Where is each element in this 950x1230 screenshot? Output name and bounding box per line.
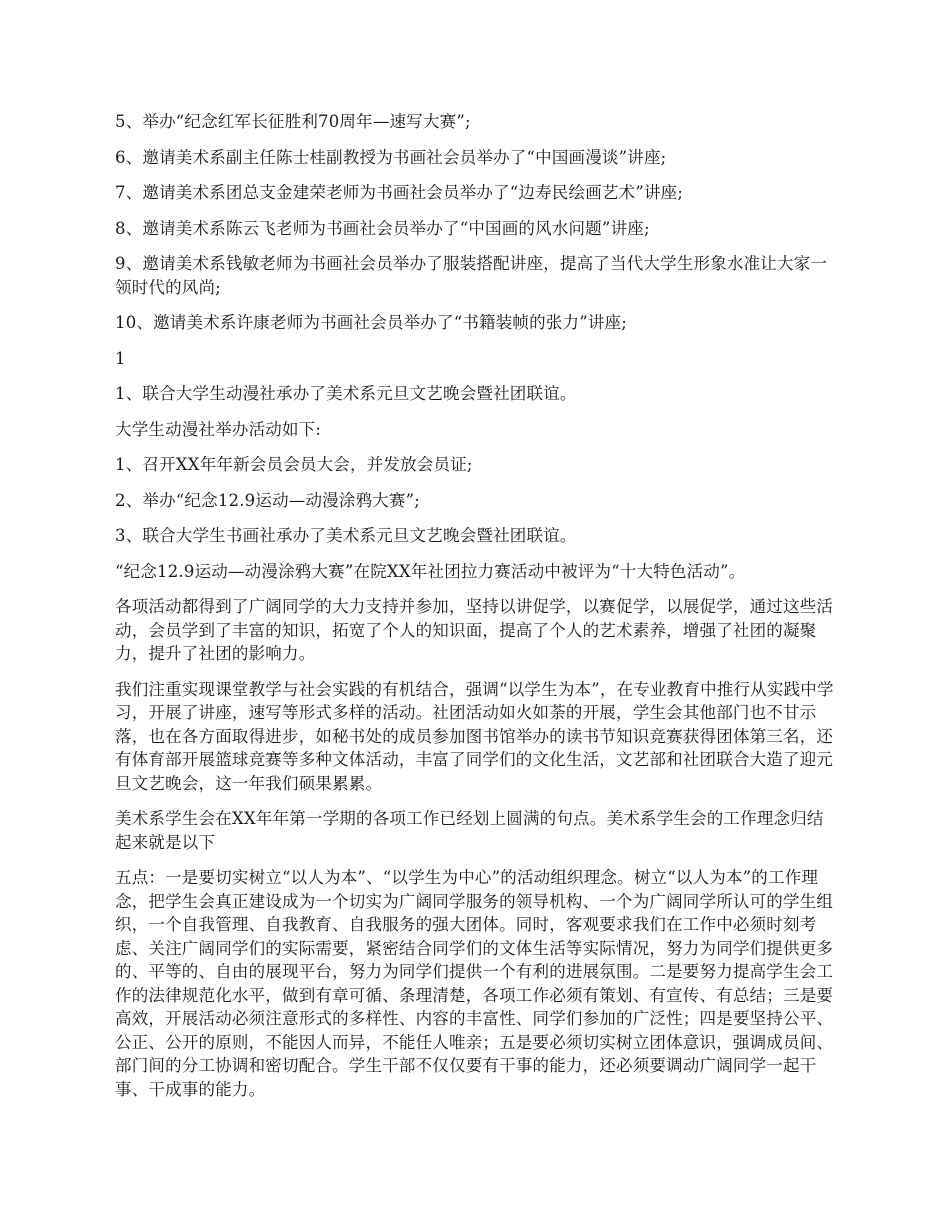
paragraph-7: 1 — [115, 348, 126, 368]
paragraph-16: 美术系学生会在XX年年第一学期的各项工作已经划上圆满的句点。美术系学生会的工作理念归结起来就是以下 — [115, 809, 824, 852]
paragraph-3: 7、邀请美术系团总支金建荣老师为书画社会员举办了“边寿民绘画艺术”讲座; — [115, 183, 684, 202]
document-body — [115, 110, 840, 1113]
paragraph-9: 大学生动漫社举办活动如下: — [115, 419, 322, 439]
paragraph-17: 五点：一是要切实树立“以人为本”、“以学生为中心”的活动组织理念。树立“以人为本”的工作理念，把学生会真正建设成为一个切实为广阔同学服务的领导机构、一个为广阔同学所认可的学生组织，一个自我管理、自我教育、自我服务的强大团体。同时，客观要求我们在工作中必须时刻考虑、关注广阔同学们的实际需要，紧密结合同学们的文体生活等实际情况，努力为同学们提供更多的、平等的、自由的展现平台，努力为同学们提供一个有利的进展氛围。二是要努力提高学生会工作的法律规范化水平，做到有章可循、条理清楚，各项工作必须有策划、有宣传、有总结；三是要高效，开展活动必须注意形式的多样性、内容的丰富性、同学们参加的广泛性；四是要坚持公平、公正、公开的原则，不能因人而异，不能任人唯亲；五是要必须切实树立团体意识，强调成员间、部门间的分工协调和密切配合。学生干部不仅仅要有干事的能力，还必须要调动广阔同学一起干事、干成事的能力。 — [115, 868, 834, 1099]
paragraph-2: 6、邀请美术系副主任陈士桂副教授为书画社会员举办了“中国画漫谈”讲座; — [115, 147, 667, 167]
paragraph-13: “纪念12.9运动—动漫涂鸦大赛”在院XX年社团拉力赛活动中被评为“十大特色活动”。 — [115, 561, 746, 581]
paragraph-11: 2、举办“纪念12.9运动—动漫涂鸦大赛”; — [115, 490, 421, 510]
paragraph-1: 5、举办“纪念红军长征胜利70周年—速写大赛”; — [115, 112, 471, 131]
paragraph-15: 我们注重实现课堂教学与社会实践的有机结合，强调“以学生为本”，在专业教育中推行从实践中学习，开展了讲座，速写等形式多样的活动。社团活动如火如荼的开展，学生会其他部门也不甘示落，也在各方面取得进步，如秘书处的成员参加图书馆举办的读书节知识竞赛获得团体第三名，还有体育部开展篮球竞赛等多种文体活动，丰富了同学们的文化生活，文艺部和社团联合大造了迎元旦文艺晚会，这一年我们硕果累累。 — [115, 679, 834, 793]
paragraph-4: 8、邀请美术系陈云飞老师为书画社会员举办了“中国画的风水问题”讲座; — [115, 218, 650, 238]
paragraph-12: 3、联合大学生书画社承办了美术系元旦文艺晚会暨社团联谊。 — [115, 526, 577, 545]
paragraph-14: 各项活动都得到了广阔同学的大力支持并参加，坚持以讲促学，以赛促学，以展促学，通过这些活动，会员学到了丰富的知识，拓宽了个人的知识面，提高了个人的艺术素养，增强了社团的凝聚力，提升了社团的影响力。 — [115, 597, 834, 663]
paragraph-8: 1、联合大学生动漫社承办了美术系元旦文艺晚会暨社团联谊。 — [115, 384, 577, 403]
paragraph-5: 9、邀请美术系钱敏老师为书画社会员举办了服装搭配讲座，提高了当代大学生形象水准让大家一领时代的风尚; — [115, 254, 828, 297]
paragraph-6: 10、邀请美术系许康老师为书画社会员举办了“书籍装帧的张力”讲座; — [115, 313, 628, 332]
paragraph-10: 1、召开XX年年新会员会员大会，并发放会员证; — [115, 455, 473, 474]
